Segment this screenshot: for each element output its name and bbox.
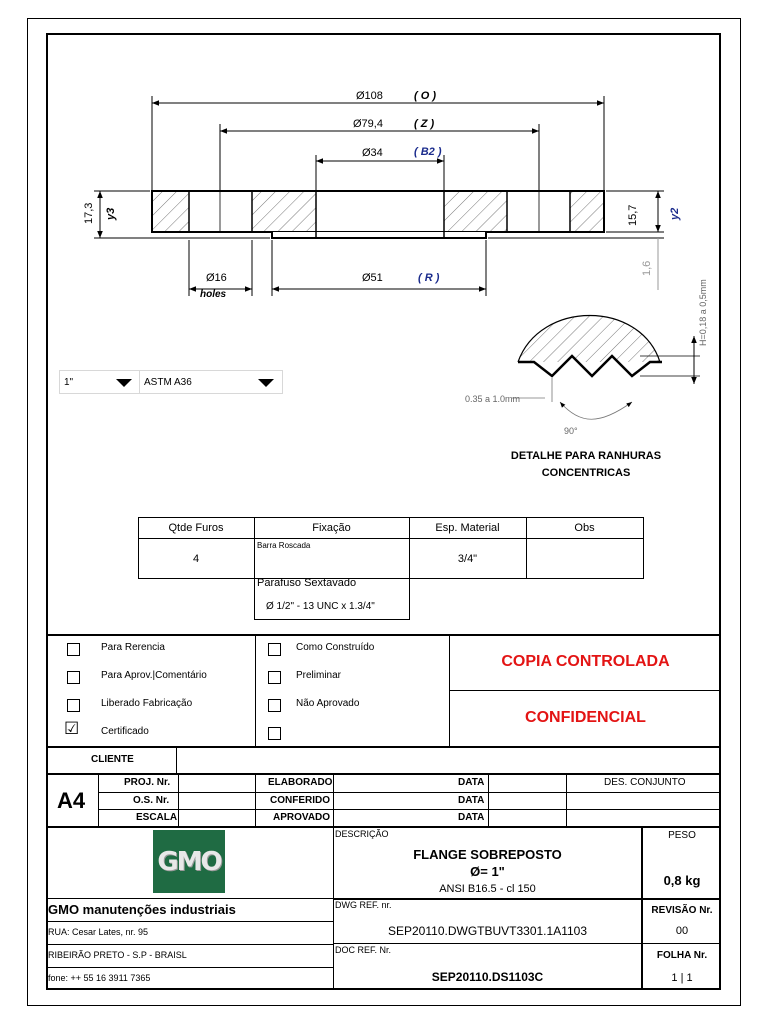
folha-label: FOLHA Nr.	[656, 949, 708, 961]
os-nr-label: O.S. Nr.	[133, 795, 170, 806]
dim-r-tag: ( R )	[418, 272, 440, 284]
material-select-value: ASTM A36	[144, 376, 192, 388]
dim-z-value: Ø79,4	[353, 118, 383, 130]
checkbox-para-aprov[interactable]	[67, 671, 80, 684]
descricao-line1: FLANGE SOBREPOSTO	[413, 846, 562, 862]
company-phone: fone: ++ 55 16 3911 7365	[48, 973, 151, 983]
spec-esp-value: 3/4"	[457, 552, 478, 565]
dim-raised-face: 1,6	[641, 260, 653, 276]
company-address: RUA: Cesar Lates, nr. 95	[48, 927, 149, 937]
revisao-value: 00	[675, 925, 689, 937]
dim-y3-value: 17,3	[83, 202, 95, 224]
proj-nr-label: PROJ. Nr.	[124, 777, 171, 788]
cliente-label: CLIENTE	[91, 754, 134, 765]
checkbox-preliminar[interactable]	[268, 671, 281, 684]
spec-header-fixacao: Fixação	[312, 522, 351, 534]
chevron-down-icon	[258, 379, 274, 387]
spec-extra-line2: Ø 1/2" - 13 UNC x 1.3/4"	[266, 601, 375, 612]
conferido-label: CONFERIDO	[270, 795, 330, 806]
dim-y3-tag: y3	[105, 207, 117, 220]
detail-h-label: H=0,18 a 0,5mm	[698, 279, 708, 346]
company-name: GMO manutenções industriais	[48, 902, 236, 917]
logo-text: GMO	[157, 846, 221, 877]
dim-y2-value: 15,7	[627, 204, 639, 226]
confidencial-stamp: CONFIDENCIAL	[525, 709, 646, 726]
descricao-line3: ANSI B16.5 - cl 150	[439, 883, 536, 895]
checkbox-liberado-fabricacao[interactable]	[67, 699, 80, 712]
dim-b2-tag: ( B2 )	[414, 146, 442, 158]
label-como-construido: Como Construído	[296, 642, 375, 653]
elaborado-label: ELABORADO	[268, 777, 333, 788]
chevron-down-icon	[116, 379, 132, 387]
spec-fixacao-value: Barra Roscada	[257, 541, 311, 550]
detail-title-line1: DETALHE PARA RANHURAS	[510, 450, 662, 462]
flange-section	[152, 191, 604, 238]
dwg-ref-value: SEP20110.DWGTBUVT3301.1A1103	[388, 924, 587, 938]
data-label-3: DATA	[458, 812, 485, 823]
revisao-label: REVISÃO Nr.	[651, 904, 713, 916]
checkbox-nao-aprovado[interactable]	[268, 699, 281, 712]
label-liberado-fabricacao: Liberado Fabricação	[101, 698, 193, 709]
descricao-label: DESCRIÇÃO	[335, 829, 389, 839]
dim-y2-tag: y2	[669, 207, 681, 220]
label-nao-aprovado: Não Aprovado	[296, 698, 360, 709]
detail-angle-label: 90°	[564, 426, 578, 436]
company-city: RIBEIRÃO PRETO - S.P - BRAISL	[48, 950, 187, 960]
dim-z-tag: ( Z )	[414, 118, 435, 130]
checkbox-para-referencia[interactable]	[67, 643, 80, 656]
label-para-aprov: Para Aprov.|Comentário	[101, 670, 207, 681]
dim-o-value: Ø108	[356, 90, 383, 102]
detail-pitch-label: 0.35 a 1.0mm	[465, 394, 521, 404]
dim-r-value: Ø51	[362, 272, 383, 284]
label-preliminar: Preliminar	[296, 670, 342, 681]
aprovado-label: APROVADO	[273, 812, 331, 823]
spec-extra-line1: Parafuso Sextavado	[257, 577, 357, 589]
des-conjunto-label: DES. CONJUNTO	[604, 777, 686, 788]
doc-ref-label: DOC REF. Nr.	[335, 945, 392, 955]
escala-label: ESCALA	[136, 812, 178, 823]
groove-detail	[512, 316, 700, 420]
spec-header-qtde: Qtde Furos	[168, 522, 224, 534]
checkbox-como-construido[interactable]	[268, 643, 281, 656]
dim-o-tag: ( O )	[414, 90, 436, 102]
label-certificado: Certificado	[101, 726, 149, 737]
sheet-format: A4	[57, 788, 86, 813]
detail-title-line2: CONCENTRICAS	[541, 467, 631, 479]
peso-label: PESO	[668, 829, 696, 841]
data-label-2: DATA	[458, 795, 485, 806]
descricao-line2: Ø= 1"	[470, 863, 505, 879]
spec-obs-value	[526, 539, 643, 578]
spec-header-esp: Esp. Material	[435, 522, 500, 534]
dim-holes-note: holes	[200, 289, 227, 300]
spec-qtde-value: 4	[192, 552, 200, 565]
data-label-1: DATA	[458, 777, 485, 788]
checkbox-empty[interactable]	[268, 727, 281, 740]
copia-controlada-stamp: COPIA CONTROLADA	[501, 653, 670, 670]
size-select-value: 1"	[64, 376, 74, 388]
dim-b2-value: Ø34	[362, 147, 383, 159]
spec-header-obs: Obs	[574, 522, 595, 534]
label-para-referencia: Para Rerencia	[101, 642, 165, 653]
material-select[interactable]	[139, 370, 283, 394]
company-logo	[153, 830, 225, 893]
doc-ref-value: SEP20110.DS1103C	[431, 970, 544, 984]
size-select[interactable]	[59, 370, 141, 394]
dim-holes-value: Ø16	[206, 272, 227, 284]
checkbox-certificado[interactable]: ☑	[64, 719, 80, 738]
peso-value: 0,8 kg	[663, 872, 701, 888]
dwg-ref-label: DWG REF. nr.	[335, 900, 392, 910]
folha-value: 1 | 1	[671, 972, 693, 984]
